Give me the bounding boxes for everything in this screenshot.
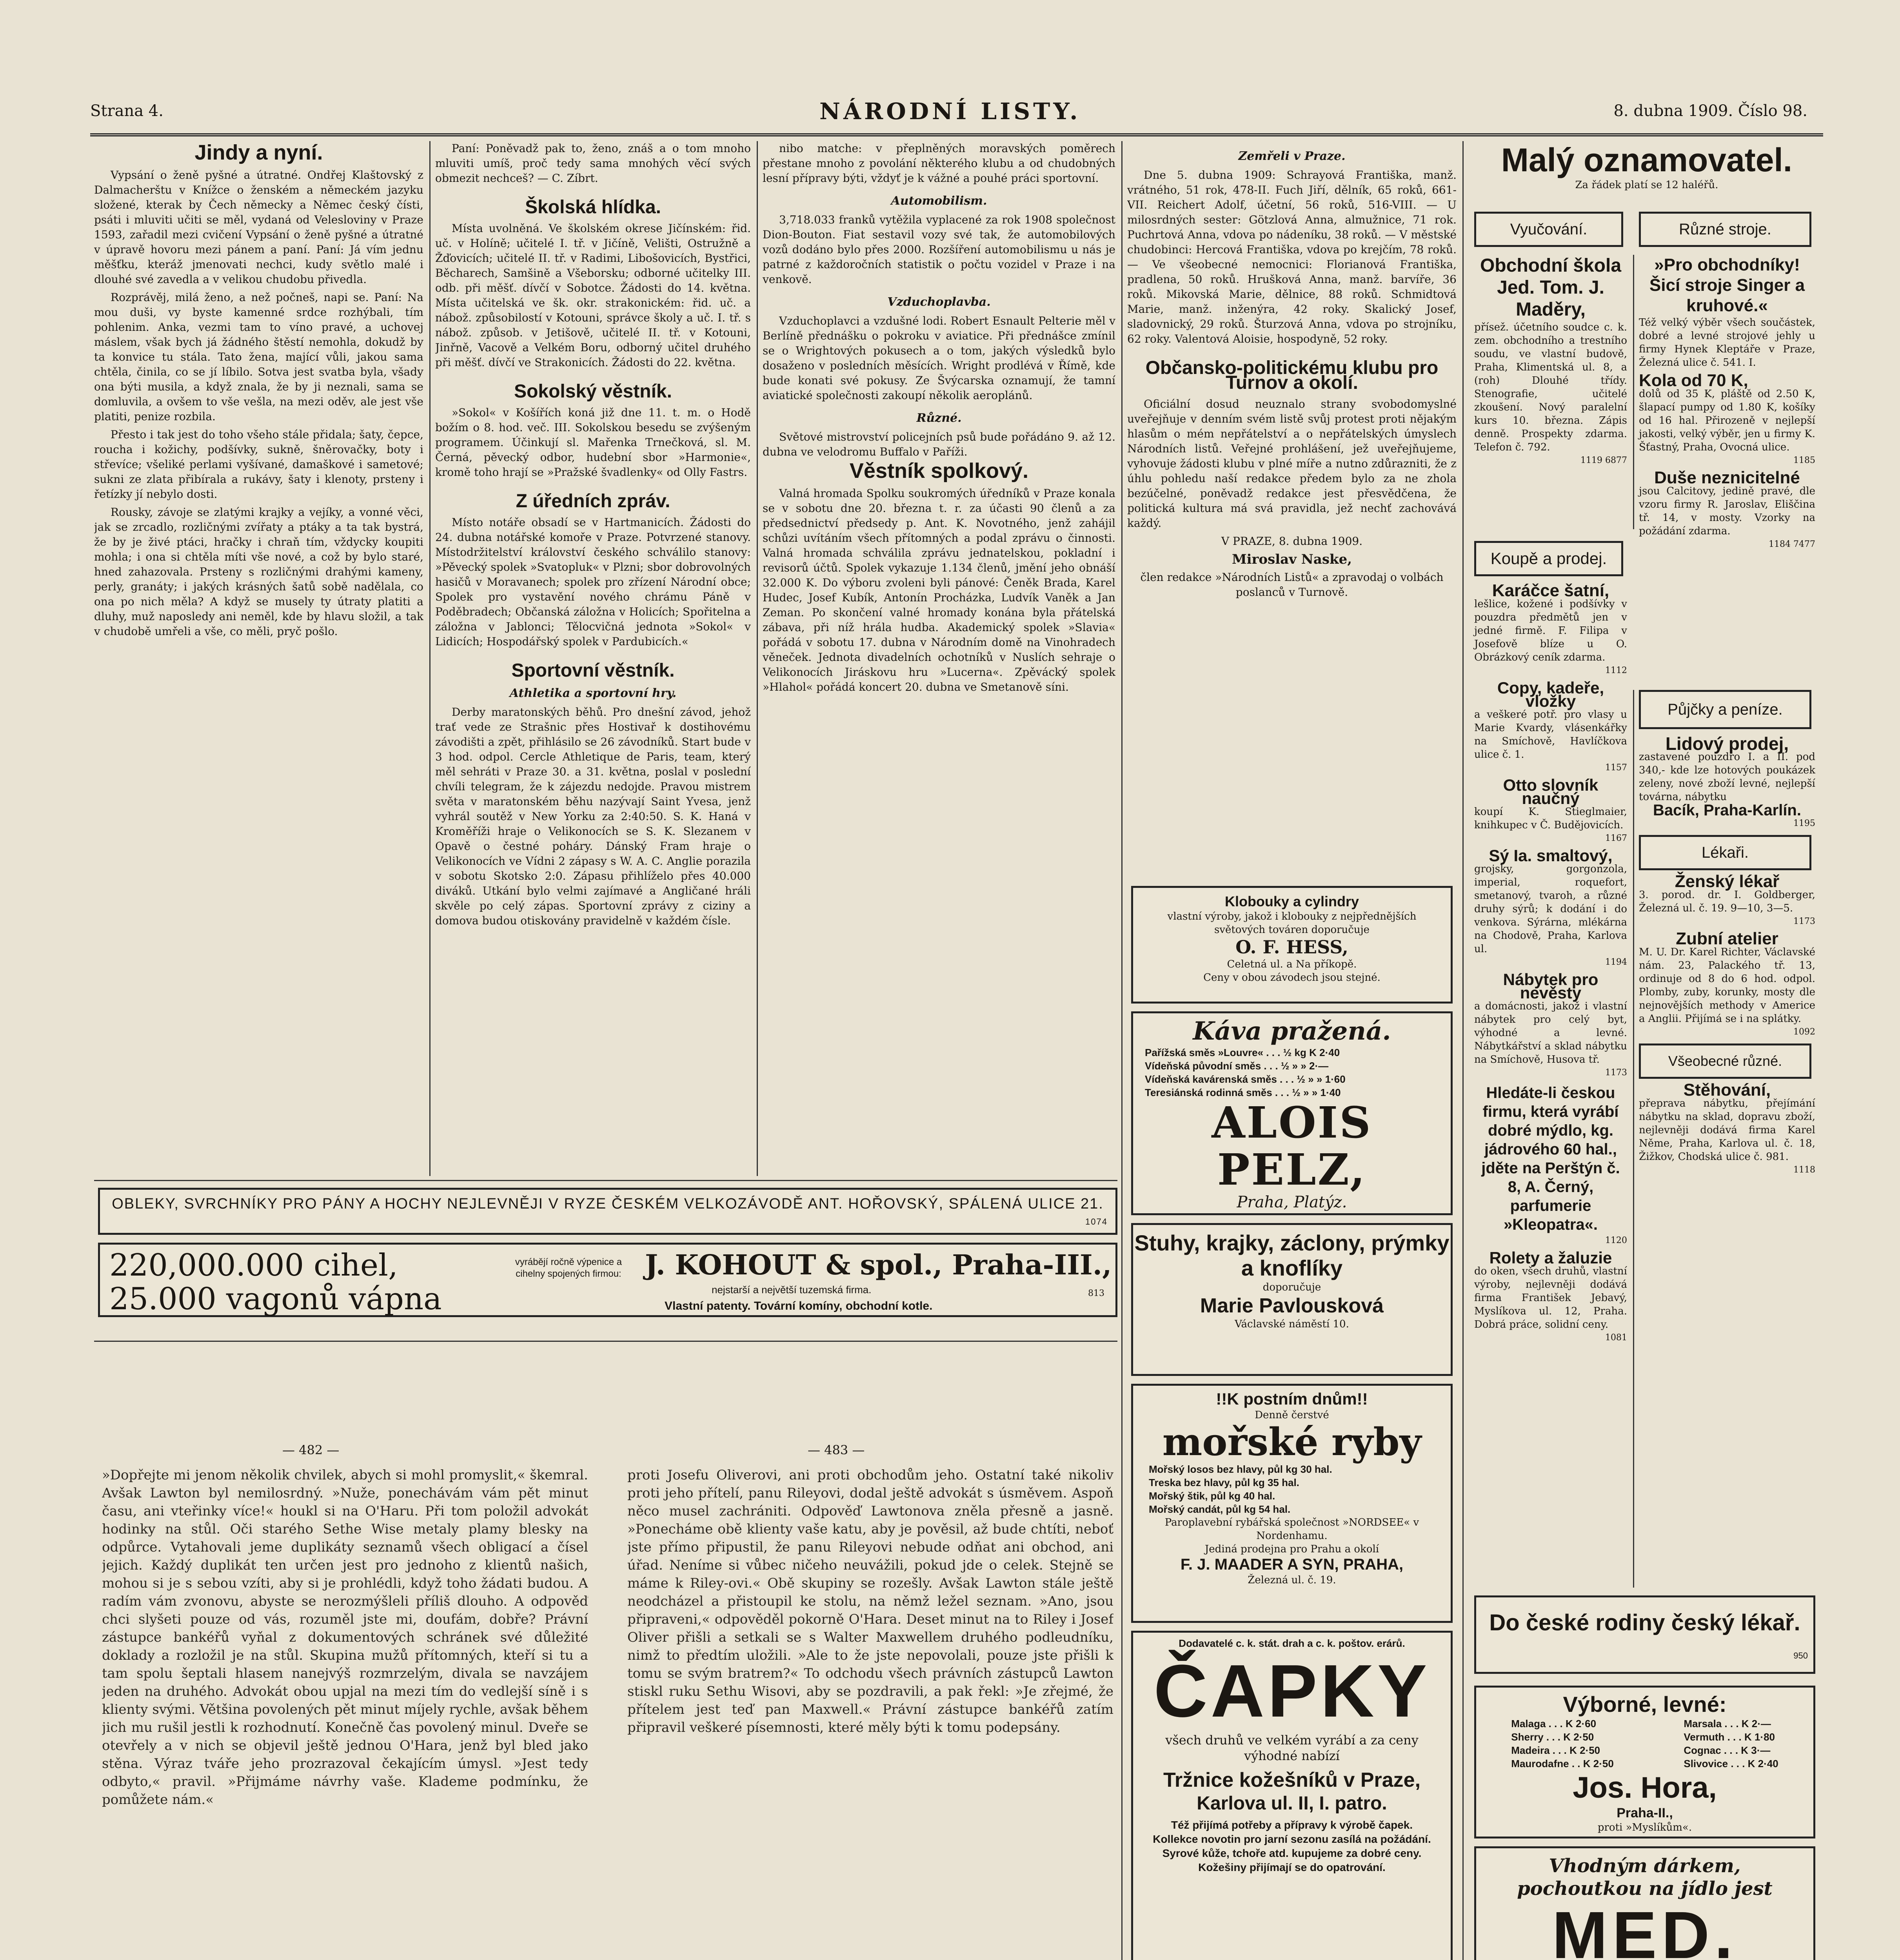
column-rule [1633, 690, 1634, 1588]
bacik-firm: Bacík, Praha-Karlín. [1653, 802, 1801, 819]
singer-title: »Pro obchodníky! Šicí stroje Singer a kruhové.« [1649, 255, 1805, 315]
left-classifieds [1474, 581, 1627, 1588]
hora-name: Jos. Hora, [1573, 1771, 1717, 1804]
morske-item: Treska bez hlavy, půl kg 35 hal. [1149, 1477, 1299, 1488]
hess-title: Klobouky a cylindry [1224, 893, 1359, 909]
ad-number: 1074 [1085, 1217, 1108, 1227]
dateline: V PRAZE, 8. dubna 1909. [1221, 535, 1363, 548]
capky-title: ČAPKY [1153, 1650, 1430, 1733]
kava-item: Pařížská směs »Louvre« . . . ½ kg K 2·40 [1145, 1047, 1340, 1058]
ad-number: 950 [1793, 1651, 1808, 1661]
column-rule [1121, 141, 1123, 1960]
ad-number: 1081 [1605, 1333, 1627, 1343]
postni-sub: Denně čerstvé [1255, 1409, 1329, 1421]
ad-number: 1194 [1605, 957, 1627, 967]
stuhy-title: Stuhy, krajky, záclony, prýmky a knoflíky [1134, 1230, 1450, 1280]
hora-city: Praha-II., [1617, 1806, 1673, 1820]
med-title: Vhodným dárkem, pochoutkou na jídlo jest [1517, 1855, 1773, 1900]
kohout-sub: nejstarší a největší tuzemská firma. [712, 1284, 872, 1296]
masthead-title: NÁRODNÍ LISTY. [819, 98, 1081, 125]
article-text: Rousky, závoje se zlatými krajky a vejíky, a vonné věci, jak se zrcadlo, rozličnými zvířaty a ptáky a ta tak bystrá, že by je živé ptáci, hračky i chraň tím, vždycky koupiti mohla; i ona si chtěla míti vše nové, a což by bylo staré, hned zahazovala. Prsteny s rozličnými drahými kameny, perly, granáty; i jakých krásných šatů sobě nadělala, co ona po nich měla? A když se musely ty útraty platiti a dluhy, muž naposledy ani neměl, kde by hlavu složil, a tak v chudobě umřeli a vše, co měli, pryč pošlo. [94, 506, 423, 638]
section-text: 3,718.033 franků vytěžila vyplacené za rok 1908 společnost Dion-Bouton. Fiat sestavil vozy své tak, že automobilových vozů dodáno bylo přes 2000. Rozšíření automobilismu u nás je patrné z každoročních statistik o počtu vozidel v Praze i na venkově. [763, 213, 1115, 286]
kava-list [1133, 1046, 1451, 1099]
kola-title: Kola od 70 K, [1639, 371, 1748, 390]
zensky-text: 3. porod. dr. I. Goldberger, Železná ul. č. 19. 9—10, 3—5. [1639, 889, 1815, 914]
hess-note: Ceny v obou závodech jsou stejné. [1203, 972, 1380, 984]
story-left-column: »Dopřejte mi jenom několik chvilek, abych si mohl promyslit,« škemral. Avšak Lawton byl nemilosrdný. »Nuže, ponechávám vám pět minut času, ani vteřinky více!« houkl si na O'Haru. Při tom položil advokát hodinky na stůl. Oči starého Sethe Wise metaly plamy blesky na odpůrce. Vytahovali jeme duplikáty seznamů všech obligací a čísel jejich. Každý duplikát ten určen jest pro jednoho z klientů našich, mohou si je s sebou vzíti, aby si je prohlédli, když toho žádati budou. A radím vám zvonovu, abyste se nerozmýšleli příliš dlouho. A odpověď chci slyšeti pouze od vás, rozuměl jste mi, doufám, dobře? Právní zástupce bankéřů vyňal z dokumentových schránek své důležité doklady a rozložil je na stůl. Skupina mužů přítomných, kteří si tu a tam spolu šeptali hlasem nanejvýš rozmrzelým, divala se navzájem jeden na druhého. Advokát obou upjal na mezi tím do vedlejší síně i s klienty svými. Většina povolených pět minut míjely rychle, avšak během jich mu rušil jestli k rozhodnutí. Konečně čas povolený minul. Dveře se otevřely a v nich se objevil ještě jednou O'Hara, jenž byl bled jako stěna. Výraz tváře jeho prozrazoval čekajícím úmysl. »Jest tedy odbyto,« pravil. »Přijmáme návrhy vaše. Klademe podmínku, že pomůžete nám.« [102, 1467, 588, 1808]
kava-item: Vídeňská kavárenská směs . . . ½ » » 1·60 [1145, 1073, 1346, 1085]
morske-rep: Jediná prodejna pro Prahu a okolí [1204, 1543, 1379, 1555]
column-1 [94, 141, 423, 1172]
kohout-bricks: 220,000.000 cihel, [109, 1248, 398, 1283]
ad-number: 1112 [1605, 666, 1627, 675]
vina-ad [1474, 1686, 1815, 1838]
right-classifieds-2 [1639, 733, 1815, 1588]
vino-item: Marsala . . . K 2·— [1684, 1718, 1771, 1730]
column-rule [1462, 141, 1464, 1960]
skola-title: Obchodní škola Jed. Tom. J. Maděry, [1480, 255, 1622, 320]
kava-title: Káva pražená. [1193, 1016, 1391, 1046]
zensky-title: Ženský lékař [1675, 872, 1780, 891]
subsection-title: Automobilism. [891, 194, 987, 208]
stuhy-firm: Marie Pavlousková [1200, 1294, 1384, 1317]
med-ad [1474, 1846, 1815, 1960]
signature: Miroslav Naske, [1232, 552, 1352, 567]
nabytek-title: Nábytek pro nevěsty [1503, 970, 1598, 1002]
section-text: Místa uvolněná. Ve školském okrese Jičínském: řid. uč. v Holíně; učitelé I. tř. v Jičíně, Velišti, Ostružně a Žďovicích; učitelé II. tř. v Radimi, Libošovicích, Bystřici, Běcharech, Samšině a Všeborsku; odborné učitelky III. odb. při měšť. dívčí v Sobotce. Žádosti do 14. května. Místa učitelská ve šk. okr. strakonickém: řid. uč. a nábož. způsobilostí v Kotouni, správce školy a uč. I. tř. s nábož. způsob. v Jetišově, učitelé II. tř. v Kotouni, Jinřně, Vacově a Velkém Boru, odborný učitel druhého při měšť. dívčí ve Strakonicích. Žádosti do 22. května. [435, 222, 751, 369]
column-3 [763, 141, 1115, 1172]
signature-note: člen redakce »Národních Listů« a zpravodaj o volbách poslanců v Turnově. [1140, 571, 1444, 599]
column-rule [1633, 255, 1634, 529]
ad-number: 1120 [1605, 1236, 1627, 1245]
morske-list [1133, 1463, 1451, 1516]
morske-ryby-ad [1131, 1384, 1453, 1623]
ad-number: 1118 [1793, 1165, 1815, 1175]
ad-number: 1185 [1793, 456, 1815, 465]
section-title: Z úředních zpráv. [516, 491, 670, 512]
nabytek-text: a domácnosti, jakož i vlastní nábytek pro celý byt, výhodné a levné. Nábytkářství a sklad nábytku na Smíchově, Husova tř. [1474, 1000, 1627, 1065]
category-koupe-prodej: Koupě a prodej. [1474, 541, 1623, 576]
divider [94, 1341, 1117, 1342]
category-vseobecne: Všeobecné různé. [1639, 1044, 1811, 1079]
ceske-rodiny-text: Do české rodiny český lékař. [1489, 1610, 1800, 1635]
karace-text: lešlice, kožené i podšívky v pouzdra předmětů jen v jedné firmě. F. Filipa v Josefově blíze u O. Obrázkový ceník zdarma. [1474, 598, 1627, 663]
obleky-text: OBLEKY, SVRCHNÍKY PRO PÁNY A HOCHY NEJLEVNĚJI V RYZE ČESKÉM VELKOZÁVODĚ ANT. HOŘOVSKÝ, SPÁLENÁ ULICE 21. [112, 1196, 1104, 1212]
vino-item: Cognac . . . K 3·— [1684, 1744, 1771, 1756]
column-rule [429, 141, 430, 1176]
ad-number: 1119 6877 [1580, 456, 1627, 465]
ad-number: 1157 [1605, 763, 1627, 773]
trznice-text: Též přijímá potřeby a přípravy k výrobě čapek. Kollekce novotin pro jarní sezonu zasílá na požádání. Syrové kůže, tchoře atd. kupujeme za dobré ceny. Kožešiny přijímají se do opatrování. [1153, 1819, 1431, 1873]
skola-text: přísež. účetního soudce c. k. zem. obchodního a trestního soudu, ve vlastní budově, Praha, Klimentská ul. 8, a (roh) Dlouhé třídy. Stenografie, učitelé zkoušení. Nový paralelní kurs 10. března. Zápis denně. Prospekty zdarma. Telefon č. 792. [1474, 321, 1627, 453]
kava-item: Vídeňská původní směs . . . ½ » » 2·— [1145, 1060, 1329, 1072]
kohout-middle: vyrábějí ročně výpenice a cihelny spojených firmou: [515, 1257, 622, 1279]
dusenez-text: jsou Calcitovy, jedině pravé, dle vzoru firmy R. Jaroslav, Eliščina tř. 14, v mosty. Vzorky na požádání zdarma. [1639, 485, 1815, 537]
lidovy-text: zastavené pouzdro I. a II. pod 340,- kde lze hotových poukázek zeleny, nové zboží levné, nejlepší továrna, nábytku [1639, 751, 1815, 803]
ad-number: 1184 7477 [1769, 539, 1815, 549]
stehovani-text: přeprava nábytku, přejímání nábytku na sklad, dopravu zboží, nejlevněji dodává firma Karel Něme, Praha, Karlova ul. č. 18, Žižkov, Chodská ulice č. 981. [1639, 1098, 1815, 1163]
pelz-name: ALOIS PELZ, [1212, 1097, 1372, 1195]
morske-title: mořské ryby [1162, 1420, 1422, 1464]
article-title: Jindy a nyní. [194, 141, 323, 164]
section-title: Sportovní věstník. [511, 660, 675, 681]
zubni-text: M. U. Dr. Karel Richter, Václavské nám. 23, Palackého tř. 13, ordinuje od 8 do 6 hod. odpol. Plomby, zuby, korunky, mosty dle nejnovějších methody v Americe a Anglii. Přijímá se i na splátky. [1639, 946, 1815, 1025]
section-title: Školská hlídka. [525, 197, 661, 218]
section-title: Věstník spolkový. [849, 459, 1029, 483]
skola-ad [1474, 255, 1627, 529]
category-vyucovani: Vyučování. [1474, 212, 1623, 247]
morske-item: Mořský losos bez hlavy, půl kg 30 hal. [1149, 1463, 1332, 1475]
article-text: nibo matche: v přeplněných moravských poměrech přestane mnoho z povolání některého klubu a od chudobných lesní přípravy býti, vždyť je k vážné a pouhé práci sportovní. [763, 142, 1115, 185]
vino-item: Vermuth . . . K 1·80 [1684, 1731, 1775, 1743]
otto-text: koupí K. Stieglmaier, knihkupec v Č. Budějovicích. [1474, 806, 1627, 831]
stuhy-ad [1131, 1223, 1453, 1376]
ad-number: 1167 [1605, 833, 1627, 843]
kohout-lime: 25.000 vagonů vápna [109, 1281, 442, 1317]
capky-text: všech druhů ve velkém vyrábí a za ceny výhodné nabízí [1165, 1733, 1419, 1763]
right-classifieds [1639, 255, 1815, 682]
morske-item: Mořský štik, půl kg 40 hal. [1149, 1490, 1275, 1502]
capky-ad [1131, 1631, 1453, 1960]
stuhy-text: doporučuje [1262, 1281, 1321, 1293]
column-2 [435, 141, 751, 1172]
otto-title: Otto slovník naučný [1503, 776, 1598, 808]
hess-address: Celetná ul. a Na příkopě. [1227, 958, 1357, 970]
vino-item: Maurodafne . . K 2·50 [1511, 1758, 1614, 1769]
section-title: Sokolský věstník. [514, 381, 672, 402]
ceske-rodiny-ad [1474, 1595, 1815, 1674]
maader-firm: F. J. MAADER A SYN, PRAHA, [1180, 1556, 1404, 1573]
kohout-sub2: Vlastní patenty. Tovární komíny, obchodní kotle. [665, 1299, 933, 1312]
page-number: Strana 4. [90, 102, 163, 120]
category-pujcky: Půjčky a peníze. [1639, 690, 1811, 729]
vino-item: Sherry . . . K 2·50 [1511, 1731, 1594, 1743]
morske-note: Paroplavební rybářská společnost »NORDSEE« v Nordenhamu. [1164, 1517, 1419, 1542]
pelz-city: Praha, Platýz. [1237, 1193, 1347, 1211]
section-text: Valná hromada Spolku soukromých úředníků v Praze konala se v sobotu dne 20. března t. r. za účasti 90 členů a za předsednictví předsedy p. Ant. K. Novotného, jenž zahájil schůzi uvítáním všech přítomných a podal zprávu o činnosti. Valná hromada schválila zprávu jednatelskou, pokladní i revisorů účtů. Spolek vykazuje 1.134 členů, jmění jeho obnáší 32.000 K. Do výboru zvoleni byli pánové: Čeněk Brada, Karel Hudec, Josef Kubík, Antonín Procházka, Ludvík Vaněk a Jan Zeman. Po skončení valné hromady konána byla přátelská zábava, při níž hrála hudba. Akademický spolek »Slavia« pořádá v sobotu 17. dubna v Národním domě na Vinohradech věneček. Jednota divadelních ochotníků v Nuslích sehraje o Velikonocích Jiráskovu hru »Lucerna«. Zpěvácký spolek »Hlahol« pořádá koncert 20. dubna ve Smetanově síni. [763, 487, 1115, 693]
vino-item: Malaga . . . K 2·60 [1511, 1718, 1597, 1730]
subsection-title: Vzduchoplavba. [887, 295, 991, 309]
category-lekari: Lékaři. [1639, 835, 1811, 870]
article-text: Rozprávěj, milá ženo, a než počneš, napi se. Paní: Na mou duši, vy byste kamenné srdce rozhýbali, tím pohlenim. Anka, vezmi tam to víno pravé, a uchovej máslem, však bych já žádného štěstí nemohla, dokudž by ta konvice tu stála. Tato žena, mající vůli, jakou sama chtěla, činila, co se jí líbilo. Sotva jest svatba byla, všady ona býti musila, a když znala, že by ji neznali, sama se domluvila, a ovšem to vše vešla, na mezi oděv, ale jest vše platiti, penize rozbila. [94, 291, 423, 423]
hess-ad [1131, 886, 1453, 1004]
classified-subtitle: Za řádek platí se 12 haléřů. [1575, 179, 1718, 191]
section-title: Občansko-politickému klubu pro Turnov a okolí. [1145, 358, 1439, 393]
copy-text: a veškeré potř. pro vlasy u Marie Kvardy, vlásenkářky na Smíchově, Havlíčkova ulice č. 1. [1474, 709, 1627, 760]
ad-number: 1092 [1793, 1027, 1815, 1037]
hess-firm: O. F. HESS, [1235, 936, 1348, 958]
ad-number: 1195 [1793, 818, 1815, 828]
ad-number: 1173 [1605, 1068, 1627, 1078]
dusenez-title: Duše neznicitelné [1654, 468, 1800, 487]
med-word: MED. [1552, 1898, 1738, 1960]
section-text: Derby maratonských běhů. Pro dnešní závod, jehož trať vede ze Strašnic přes Hostivař k dostihovému závodišti a zpět, přihlásilo se 26 závodníků. Start bude v 3 hod. odpol. Cercle Athletique de Paris, team, který měl sehráti v Praze 30. a 31. května, poslal v poslední chvíli telegram, že k zájezdu nedojde. Pravou mistrem světa v maratonském běhu nazývají Saint Yvesa, jenž vyhrál soutěž v New Yorku za 2:40:50. S. K. Haná v Kroměříži hraje o Velikonocích se S. K. Slezanem v Opavě o čestné poháry. Dánský Fram hraje o Velikonocích ve Vídni 2 zápasy s W. A. C. Anglie porazila v sobotu Skotsko 2:0. Zápasu přihlíželo přes 40.000 diváků. Utkání bylo velmi zajímavé a Angličané hráli skvěle po celý zápas. Sportovní zprávy z ciziny a domova budou otiskovány pravidelně v každém čísle. [435, 706, 751, 927]
issue-date: 8. dubna 1909. Číslo 98. [1613, 102, 1807, 120]
smalt-text: grojsky, gorgonzola, imperial, roquefort, smetanový, tvaroh, a různé druhy sýrů; k dodání i do venkova. Sýrárna, mlékárna na Chodově, Praha, Karlova ul. [1474, 863, 1627, 955]
ad-number: 1173 [1793, 916, 1815, 926]
page-header [90, 98, 1823, 136]
trznice-address: Karlova ul. II, I. patro. [1197, 1793, 1387, 1814]
article-text: Paní: Poněvadž pak to, ženo, znáš a o tom mnoho mluviti umíš, proč tedy sama mnohých věcí svých obmezit nechceš? — C. Zíbrt. [435, 142, 751, 185]
kava-ad [1131, 1011, 1453, 1215]
classified-title: Malý oznamovatel. [1501, 142, 1793, 178]
story-right-column: proti Josefu Oliverovi, ani proti obchodům jeho. Ostatní také nikoliv proti jeho přítelí, panu Rileyovi, dodal ještě advokát s úsměvem. Aspoň něco musel zachrániti. Odpověď Lawtonova zněla přesně a jasně. »Ponecháme obě klienty vaše katu, aby je pověsil, až bude chtíti, neboť jste přímo připustil, že panu Rileyovi nebude odňat ani obchod, ani úřad. Neníme si vůbec ničeho neuvážili, pokud jde o celek. Stejně se máme k Riley-ovi.« Obě skupiny se rozešly. Avšak Lawton stále ještě neodcházel a přistoupil ke stolu, na němž ležel seznam. »Ano, jsou připraveni,« odpověděl pokorně O'Hara. Deset minut na to Riley i Josef Oliver přišli a setkali se s Walter Maxwellem druhého podleudníku, nimž to předtím uložili. »Ale to že jste nepovolali, pouze jste přišli k tomu se svým bratrem?« To odchodu všech právních zástupců Lawton stiskl ruku Sethu Wisovi, aby se pozdravili, a pak řekl: »Je zřejmé, že přítelem jest teď pan Maxwell.« Právní zástupce bankéřů zatím připravil veškeré písemnosti, které měly býti k tomu podepsány. [627, 1467, 1113, 1735]
category-ruzne-stroje: Různé stroje. [1639, 212, 1811, 247]
column-rule [757, 141, 758, 1176]
section-text: Světové mistrovství policejních psů bude pořádáno 9. až 12. dubna ve velodromu Buffalo v Paříži. [763, 430, 1115, 458]
section-text: Oficiální dosud neuznalo strany svobodomyslné uveřejňuje v denním svém listě svůj protest proti nějakým hlasům o mém nepřátelství a o nepřátelských úmyslech Národních listů. Veřejné prohlášení, jež uveřejňujeme, vyhovuje žádosti klubu v plné míře a nutno zdůrazniti, že z úhlu pohledu naší redakce předem bylo za ne zhola bezúčelné, poněvadž redakce jest přesvědčena, že politická kultura má svá pravidla, jež nechť zachovává každý. [1127, 397, 1457, 530]
obleky-notice [98, 1188, 1117, 1235]
article-text: Vypsání o ženě pyšné a útratné. Ondřej Klaštovský z Dalmacherštu v Knížce o ženském a německém jazyku složené, kterak by Čech německy a Němec český čísti, psáti i mluviti učiti se měl, vydaná od Velesloviny v Praze 1593, zařadil mezi cvičení Vypsání o ženě pyšné a útratné v úpravě hovoru mezi pánem a paní. Paní: Já vím jednu měšťku, kteráž jmenovati nechci, kudy světlo malé i dlouhé své zavedla a v velikou chudobu přivedla. [94, 169, 423, 286]
ad-number: 813 [1088, 1289, 1104, 1298]
smalt-title: Sý Ia. smaltový, [1489, 846, 1613, 865]
kohout-ad [98, 1243, 1117, 1317]
subsection-title: Athletika a sportovní hry. [509, 686, 677, 700]
karace-title: Karáčce šatní, [1492, 581, 1609, 600]
stehovani-title: Stěhování, [1683, 1080, 1771, 1100]
kola-text: dolů od 35 K, pláště od 2.50 K, šlapací pumpy od 1.80 K, košíky od 16 hal. Přirozeně v nejlepší jakosti, velký výběr, jen u firmy K. Šťastný, Praha, Ovocná ulice. [1639, 388, 1815, 453]
copy-title: Copy, kadeře, vložky [1497, 679, 1604, 710]
kohout-left [109, 1249, 442, 1316]
singer-text: Též velký výběr všech součástek, dobré a levné strojové jehly u firmy Hynek Kleptáře v Praze, Železná ulice č. 541. I. [1639, 317, 1815, 368]
column-4 [1127, 141, 1457, 866]
kohout-firm: J. KOHOUT & spol., Praha-III., [645, 1249, 1112, 1281]
section-text: Vzduchoplavci a vzdušné lodi. Robert Esnault Pelterie měl v Berlíně přednášku o pokroku v aviatice. Při přednášce zmínil se o Wrightových pokusech a o tom, jakých výsledků bylo dosaženo v posledních měsících. Wright prodlévá v Římě, kde bude konati své pokusy. Ze Švýcarska oznamují, že tamní aviatické společnosti zakoupí několik aeroplánů. [763, 314, 1115, 402]
capky-top: Dodavatelé c. k. stát. drah a c. k. poštov. erárů. [1179, 1637, 1405, 1649]
hora-address: proti »Myslíkům«. [1597, 1822, 1692, 1833]
lidovy-title: Lidový prodej, [1665, 733, 1789, 754]
article-text: Přesto i tak jest do toho všeho stále přidala; šaty, čepce, roucha i kožichy, podšívky, sukně, šněrovačky, boty i střevíce; všeliké perlami vyšívané, damaškové i sametové; sukni ze zlata přibírala a rukávy, šaty i klenoty, prsteny i řetízky jí nebylo dosti. [94, 428, 423, 501]
maader-address: Železná ul. č. 19. [1248, 1574, 1336, 1586]
section-text: »Sokol« v Košířích koná již dne 11. t. m. o Hodě božím o 8. hod. več. III. Sokolskou besedu se zvýšeným programem. Účinkují sl. Mařenka Trnečková, sl. M. Černá, pěvecký odbor, hudební sbor »Harmonie«, kromě toho hrají se »Pražské švadlenky« od Olly Fastrs. [435, 406, 751, 479]
vino-item: Slivovice . . . K 2·40 [1684, 1758, 1778, 1769]
subsection-title: Různé. [916, 411, 962, 425]
kava-item: Teresiánská rodinná směs . . . ½ » » 1·40 [1145, 1087, 1341, 1098]
vino-item: Madeira . . . K 2·50 [1511, 1744, 1600, 1756]
maly-oznamovatel-header [1470, 141, 1823, 191]
vyborne-title: Výborné, levné: [1563, 1692, 1727, 1717]
postni-title: !!K postním dnům!! [1216, 1390, 1368, 1408]
stuhy-address: Václavské náměstí 10. [1235, 1318, 1349, 1330]
zubni-title: Zubní atelier [1676, 929, 1778, 948]
hledate-title: Hledáte-li českou firmu, která vyrábí dobré mýdlo, kg. jádrového 60 hal., jděte na Perštýn č. 8, A. Černý, parfumerie »Kleopatra«. [1481, 1084, 1620, 1233]
subsection-title: Zemřeli v Praze. [1238, 149, 1346, 163]
divider [94, 1180, 1117, 1181]
morske-item: Mořský candát, půl kg 54 hal. [1149, 1503, 1291, 1515]
trznice-name: Tržnice kožešníků v Praze, [1163, 1769, 1421, 1791]
rolety-title: Rolety a žaluzie [1489, 1249, 1612, 1267]
section-text: Dne 5. dubna 1909: Schrayová Františka, manž. vrátného, 51 rok, 478-II. Fuch Jiří, dělník, 65 roků, 661-VII. Reichert Adolf, účetní, 56 roků, 516-VIII. — U milosrdných sester: Götzlová Anna, almužnice, 71 rok. Puchrtová Anna, vdova po nádeníku, 38 roků. — V městské chudobinci: Hercová Františka, vdova po krejčím, 78 roků. — Ve všeobecné nemocnici: Florianová Františka, pradlena, 50 roků. Hrušková Anna, manž. barvíře, 36 roků. Mikovská Marie, dělnice, 88 roků. Schmidtová Marie, manž. inženýra, 42 roky. Skalický Josef, sladovnický, 29 roků. Šturzová Anna, vdova po strojníku, 62 roky. Valentová Aloisie, hospodyně, 52 roky. [1127, 169, 1457, 345]
vina-column [1684, 1717, 1778, 1770]
story-page-number: — 483 — [808, 1443, 865, 1457]
vina-list [1476, 1717, 1813, 1770]
story-page-number: — 482 — [282, 1443, 340, 1457]
section-text: Místo notáře obsadí se v Hartmanicích. Žádosti do 24. dubna notářské komoře v Praze. Potvrzené stanovy. Místodržitelství království českého schválilo stanovy: »Pěvecký spolek »Svatopluk« v Plzni; sbor dobrovolných hasičů v Moravanech; spolek pro zřízení Národní obce; Spolek pro vystavění nového chrámu Páně v Poděbradech; Občanská záložna v Holicích; Spořitelna a záložna v Jablonci; Tělocvičná jednota »Sokol« v Lidicích; Hospodářský spolek v Pardubicích.« [435, 516, 751, 648]
vina-column [1511, 1717, 1614, 1770]
rolety-text: do oken, všech druhů, vlastní výroby, nejlevněji dodává firma František Jebavý, Myslíkova ul. 12, Praha. Dobrá práce, solidní ceny. [1474, 1265, 1627, 1330]
hess-text: vlastní výroby, jakož i klobouky z nejpřednějších světových továren doporučuje [1167, 911, 1417, 936]
